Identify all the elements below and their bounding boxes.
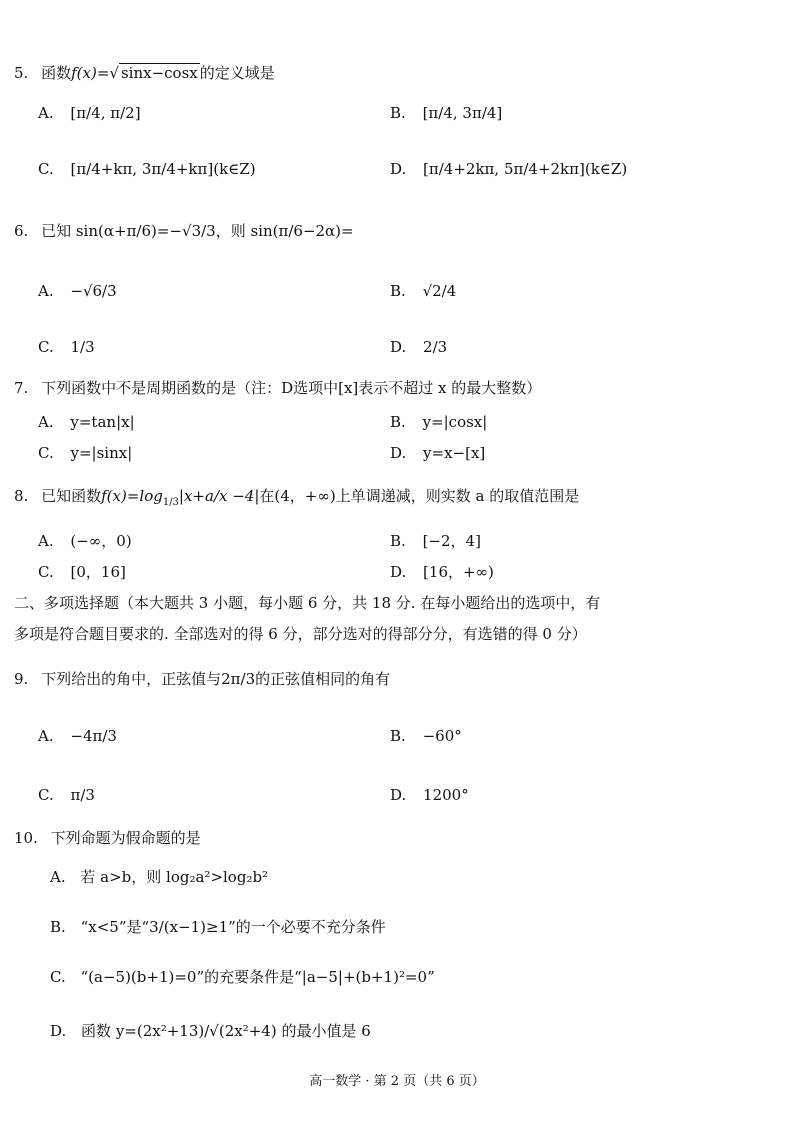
q8-number: 8.	[14, 487, 29, 505]
q10-stem	[14, 829, 201, 847]
q5-option-b[interactable]	[390, 104, 502, 122]
q5-option-b-label: B.	[390, 104, 406, 122]
q6-option-a-label: A.	[38, 282, 54, 300]
q7-stem	[14, 379, 541, 397]
q9-option-b-value: −60°	[422, 727, 462, 745]
q7-option-d-label: D.	[390, 444, 407, 462]
section-header	[14, 594, 600, 612]
q7-option-a-value: y=tan|x|	[70, 413, 135, 431]
q5-stem-end: 的定义域是	[199, 64, 275, 82]
q9-option-a-value: −4π/3	[70, 727, 117, 745]
q6-option-d[interactable]	[390, 338, 447, 356]
q9-number: 9.	[14, 670, 29, 688]
q10-option-b-label: B.	[50, 918, 66, 936]
q5-option-a-value: [π/4, π/2]	[70, 104, 141, 122]
q7-option-d-value: y=x−[x]	[423, 444, 486, 462]
q9-option-b-label: B.	[390, 727, 406, 745]
q8-option-c[interactable]	[38, 563, 126, 581]
q5-option-d[interactable]	[390, 160, 627, 178]
q10-option-a-value: 若 a>b，则 log₂a²>log₂b²	[80, 868, 269, 886]
q6-option-d-value: 2/3	[423, 338, 448, 356]
q8-option-a-value: (−∞，0)	[70, 532, 132, 550]
q10-option-d-value: 函数 y=(2x²+13)/√(2x²+4) 的最小值是 6	[81, 1022, 371, 1040]
q9-option-a-label: A.	[38, 727, 54, 745]
q5-stem: 5. 函数f(x)=√ sinx−cosx 的定义域是	[14, 64, 275, 82]
q6-option-d-label: D.	[390, 338, 407, 356]
q6-option-a-value: −√6/3	[70, 282, 117, 300]
q7-number: 7.	[14, 379, 29, 397]
q7-option-d[interactable]	[390, 444, 485, 462]
q10-option-d[interactable]	[50, 1022, 371, 1040]
q6-option-b-value: √2/4	[422, 282, 457, 300]
q9-option-d-label: D.	[390, 786, 407, 804]
q6-number: 6.	[14, 222, 29, 240]
q9-option-d[interactable]	[390, 786, 469, 804]
q8-log-base: 1/3	[162, 497, 179, 508]
q7-option-a[interactable]	[38, 413, 135, 431]
q9-option-a[interactable]	[38, 727, 117, 745]
q5-option-c-label: C.	[38, 160, 54, 178]
q10-option-a-label: A.	[50, 868, 66, 886]
q9-option-c-value: π/3	[70, 786, 95, 804]
q9-fraction: 2π/3	[221, 670, 256, 688]
page-footer: 高一数学 · 第 2 页（共 6 页）	[309, 1074, 485, 1089]
section-header-line2: 多项是符合题目要求的. 全部选对的得 6 分，部分选对的得部分分，有选错的得 0 分）	[14, 625, 587, 643]
q5-option-a[interactable]	[38, 104, 141, 122]
q6-option-a[interactable]	[38, 282, 117, 300]
q6-stem	[14, 222, 354, 240]
q5-option-c[interactable]	[38, 160, 256, 178]
q8-stem-text: 已知函数	[41, 487, 102, 505]
section-instructions	[14, 625, 587, 643]
q8-option-c-value: [0，16]	[70, 563, 126, 581]
q7-option-c-value: y=|sinx|	[70, 444, 133, 462]
q8-option-d[interactable]	[390, 563, 494, 581]
section-header-line1: 二、多项选择题（本大题共 3 小题，每小题 6 分，共 18 分. 在每小题给出的选项中，有	[14, 594, 601, 612]
q5-number: 5.	[14, 64, 29, 82]
q8-option-b[interactable]	[390, 532, 481, 550]
q8-option-a[interactable]	[38, 532, 132, 550]
q5-option-a-label: A.	[38, 104, 54, 122]
q7-option-b-label: B.	[390, 413, 406, 431]
q6-option-c-value: 1/3	[70, 338, 95, 356]
q10-option-c-value: “(a−5)(b+1)=0”的充要条件是“|a−5|+(b+1)²=0”	[80, 968, 435, 986]
q9-stem-end: 的正弦值相同的角有	[255, 670, 391, 688]
q7-stem-text: 下列函数中不是周期函数的是（注：D选项中[x]表示不超过 x 的最大整数）	[41, 379, 542, 397]
q6-option-b-label: B.	[390, 282, 406, 300]
q5-function: f(x)=	[71, 64, 110, 82]
q7-option-a-label: A.	[38, 413, 54, 431]
q9-stem	[14, 670, 390, 688]
q6-option-c-label: C.	[38, 338, 54, 356]
q8-function: f(x)=log	[101, 487, 163, 505]
q8-option-c-label: C.	[38, 563, 54, 581]
q9-stem-text: 下列给出的角中，正弦值与	[41, 670, 222, 688]
q8-option-d-label: D.	[390, 563, 407, 581]
q10-option-c-label: C.	[50, 968, 66, 986]
q7-option-b-value: y=|cosx|	[422, 413, 488, 431]
q9-option-c-label: C.	[38, 786, 54, 804]
q6-stem-text: 已知 sin(α+π/6)=−√3/3，则 sin(π/6−2α)=	[41, 222, 354, 240]
q6-option-b[interactable]	[390, 282, 456, 300]
q5-stem-text: 函数	[41, 64, 72, 82]
q10-option-c[interactable]	[50, 968, 435, 986]
q8-option-b-value: [−2，4]	[422, 532, 481, 550]
q8-option-a-label: A.	[38, 532, 54, 550]
q5-option-d-label: D.	[390, 160, 407, 178]
q10-option-d-label: D.	[50, 1022, 67, 1040]
q8-option-d-value: [16，+∞)	[423, 563, 494, 581]
q6-option-c[interactable]	[38, 338, 95, 356]
q5-option-c-value: [π/4+kπ, 3π/4+kπ](k∈Z)	[70, 160, 256, 178]
q10-option-b[interactable]	[50, 918, 386, 936]
q10-stem-text: 下列命题为假命题的是	[50, 829, 201, 847]
q7-option-c[interactable]	[38, 444, 132, 462]
q8-option-b-label: B.	[390, 532, 406, 550]
q8-stem-end: 在(4，+∞)上单调递减，则实数 a 的取值范围是	[259, 487, 580, 505]
q10-option-a[interactable]	[50, 868, 268, 886]
q5-option-b-value: [π/4, 3π/4]	[422, 104, 503, 122]
q7-option-b[interactable]	[390, 413, 487, 431]
q5-radicand: sinx−cosx	[120, 64, 198, 82]
q7-option-c-label: C.	[38, 444, 54, 462]
q9-option-b[interactable]	[390, 727, 462, 745]
q10-number: 10.	[14, 829, 38, 847]
q9-option-c[interactable]	[38, 786, 95, 804]
q8-stem	[14, 487, 579, 509]
q5-option-d-value: [π/4+2kπ, 5π/4+2kπ](k∈Z)	[423, 160, 628, 178]
q9-option-d-value: 1200°	[423, 786, 469, 804]
q8-log-argument: |x+a/x −4|	[178, 487, 260, 505]
q10-option-b-value: “x<5”是“3/(x−1)≥1”的一个必要不充分条件	[80, 918, 386, 936]
